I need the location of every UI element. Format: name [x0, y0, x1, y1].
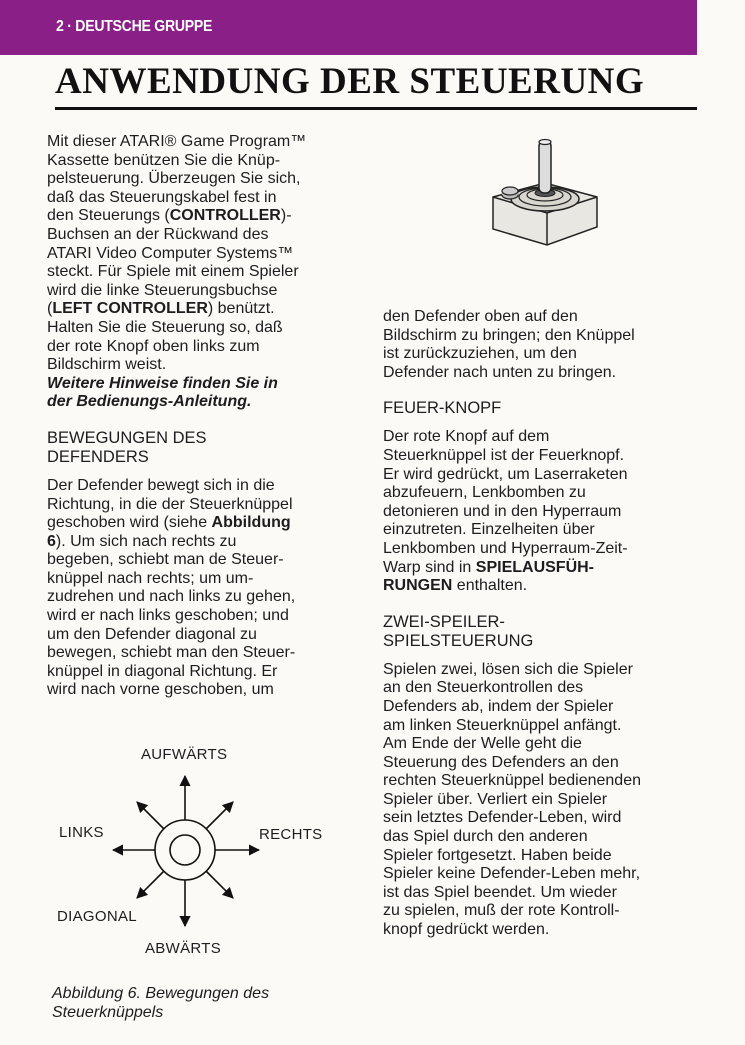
intro-paragraph: Mit dieser ATARI® Game Program™ Kassette benützen Sie die Knüp- pelsteuerung. Überzeugen Sie sich, daß das Steuerungskabel fest in den Steuerungs (CONTROLLER)- Buchsen an der Rückwand des ATARI Video Computer Systems™ steckt. Für Spiele mit einem Spieler wird die linke Steuerungsbuchse (LEFT CONTROLLER) benützt. Halten Sie die Steuerung so, daß der rote Knopf oben links zum Bildschirm weist. — [47, 133, 307, 374]
two-player-paragraph: Spielen zwei, lösen sich die Spieler an den Steuerkontrollen des Defenders ab, indem der Spieler am linken Steuerknüppel anfängt. Am Ende der Welle geht die Steuerung des Defenders an den rechten Steuerknüppel bedienenden Spieler über. Verliert ein Spieler sein letztes Defender-Leben, wird das Spiel durch den anderen Spieler fortgesetzt. Haben beide Spieler keine Defender-Leben mehr, ist das Spiel beendet. Um wieder zu spielen, muß der rote Kontroll- knopf gedrückt werden. — [383, 660, 641, 939]
fire-paragraph: Der rote Knopf auf dem Steuerknüppel ist der Feuerknopf. Er wird gedrückt, um Laserraketen abzufeuern, Lenkbomben zu detonieren und in den Hyperraum einzutreten. Einzelheiten über Lenkbomben und Hyperraum-Zeit- Warp sind in SPIELAUSFÜH- RUNGEN enthalten. — [383, 428, 628, 595]
label-up: AUFWÄRTS — [141, 746, 228, 763]
page-title: ANWENDUNG DER STEUERUNG — [55, 61, 645, 102]
label-right: RECHTS — [259, 826, 323, 843]
compass-icon — [55, 740, 355, 960]
title-rule — [55, 107, 697, 110]
movement-paragraph: Der Defender bewegt sich in die Richtung, in die der Steuerknüppel geschoben wird (siehe Abbildung 6). Um sich nach rechts zu begeben, schiebt man de Steuer- knüppel nach rechts; um um- zudrehen und nach links zu gehen, wird er nach links geschoben; und um den Defender diagonal zu bewegen, schiebt man den Steuer- knüppel in diagonal Richtung. Er wird nach vorne geschoben, um — [47, 476, 296, 699]
section-label: 2 · DEUTSCHE GRUPPE — [56, 18, 213, 35]
left-column — [47, 133, 347, 700]
heading-two-player: ZWEI-SPEILER- SPIELSTEUERUNG — [383, 612, 534, 650]
heading-fire-button: FEUER-KNOPF — [383, 399, 502, 418]
figure-reference: Abbildung 6 — [47, 514, 291, 550]
label-diagonal: DIAGONAL — [57, 908, 137, 925]
right-column — [383, 308, 683, 940]
label-down: ABWÄRTS — [145, 940, 222, 957]
label-left: LINKS — [59, 824, 104, 841]
hint-text: Weitere Hinweise finden Sie in der Bedienungs-Anleitung. — [47, 374, 278, 411]
controller-term: CONTROLLER — [169, 207, 281, 225]
gameplay-reference: SPIELAUSFÜH- RUNGEN — [383, 558, 595, 595]
joystick-illustration — [485, 135, 605, 275]
header-bar — [0, 0, 697, 55]
movement-continuation: den Defender oben auf den Bildschirm zu bringen; den Knüppel ist zurückzuziehen, um den Defender nach unten zu bringen. — [383, 308, 635, 381]
heading-movement: BEWEGUNGEN DES DEFENDERS — [47, 428, 207, 466]
left-controller-term: LEFT CONTROLLER — [52, 300, 208, 318]
direction-diagram — [55, 740, 355, 960]
figure-caption: Abbildung 6. Bewegungen des Steuerknüppels — [52, 985, 270, 1021]
